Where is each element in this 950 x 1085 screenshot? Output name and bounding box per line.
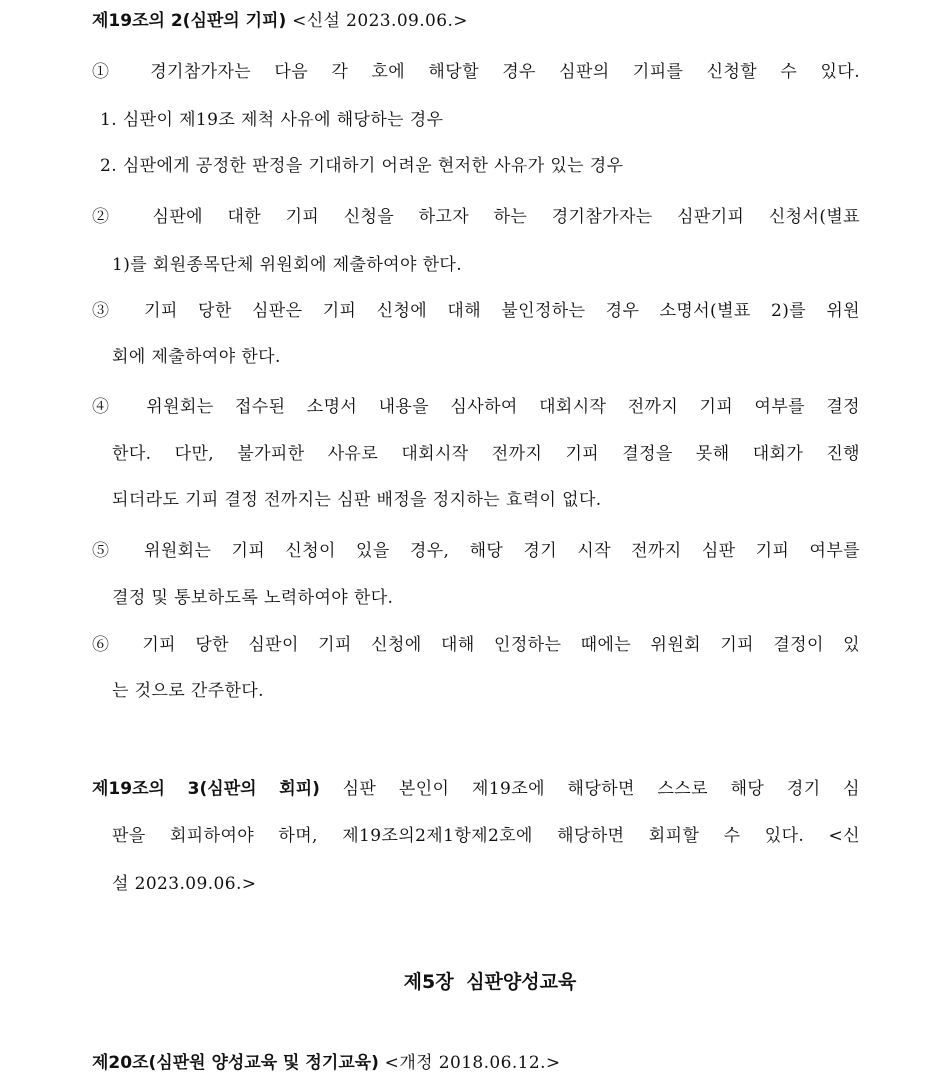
article-19-3-body-start: 심판 본인이 제19조에 해당하면 스스로 해당 경기 심 xyxy=(342,779,860,799)
paragraph-6-line-2: 는 것으로 간주한다. xyxy=(112,681,264,701)
paragraph-1: ① 경기참가자는 다음 각 호에 해당할 경우 심판의 기피를 신청할 수 있다. xyxy=(92,62,860,82)
paragraph-2-line-1: ② 심판에 대한 기피 신청을 하고자 하는 경기참가자는 심판기피 신청서(별표 xyxy=(92,207,860,227)
article-19-3-line-3: 설 2023.09.06.> xyxy=(112,874,257,894)
article-19-2-amendment-note: <신설 2023.09.06.> xyxy=(292,11,468,31)
paragraph-5-line-1: ⑤ 위원회는 기피 신청이 있을 경우, 해당 경기 시작 전까지 심판 기피 여부를 xyxy=(92,541,860,561)
paragraph-6-line-1: ⑥ 기피 당한 심판이 기피 신청에 대해 인정하는 때에는 위원회 기피 결정이 있 xyxy=(92,635,860,655)
article-19-3-title: 제19조의 3(심판의 회피) xyxy=(92,779,320,799)
paragraph-4-line-1: ④ 위원회는 접수된 소명서 내용을 심사하여 대회시작 전까지 기피 여부를 결정 xyxy=(92,397,860,417)
paragraph-5-line-2: 결정 및 통보하도록 노력하여야 한다. xyxy=(112,588,394,608)
paragraph-3-line-2: 회에 제출하여야 한다. xyxy=(112,347,281,367)
paragraph-4-line-3: 되더라도 기피 결정 전까지는 심판 배정을 정지하는 효력이 없다. xyxy=(112,490,602,510)
chapter-5-heading: 제5장 심판양성교육 xyxy=(403,971,577,993)
article-19-2-heading xyxy=(92,10,860,32)
article-19-3-line-1 xyxy=(92,778,860,800)
article-20-amendment-note: <개정 2018.06.12.> xyxy=(384,1053,561,1073)
paragraph-3-line-1: ③ 기피 당한 심판은 기피 신청에 대해 불인정하는 경우 소명서(별표 2)를 위원 xyxy=(92,301,860,321)
item-2: 2. 심판에게 공정한 판정을 기대하기 어려운 현저한 사유가 있는 경우 xyxy=(100,156,624,176)
item-1: 1. 심판이 제19조 제척 사유에 해당하는 경우 xyxy=(100,110,444,130)
article-20-heading xyxy=(92,1052,860,1074)
article-19-2-title: 제19조의 2(심판의 기피) xyxy=(92,11,287,31)
article-19-3-line-2: 판을 회피하여야 하며, 제19조의2제1항제2호에 해당하면 회피할 수 있다. <신 xyxy=(112,826,860,846)
paragraph-2-line-2: 1)를 회원종목단체 위원회에 제출하여야 한다. xyxy=(112,255,463,275)
article-20-title: 제20조(심판원 양성교육 및 정기교육) xyxy=(92,1053,379,1073)
paragraph-4-line-2: 한다. 다만, 불가피한 사유로 대회시작 전까지 기피 결정을 못해 대회가 진행 xyxy=(112,444,860,464)
